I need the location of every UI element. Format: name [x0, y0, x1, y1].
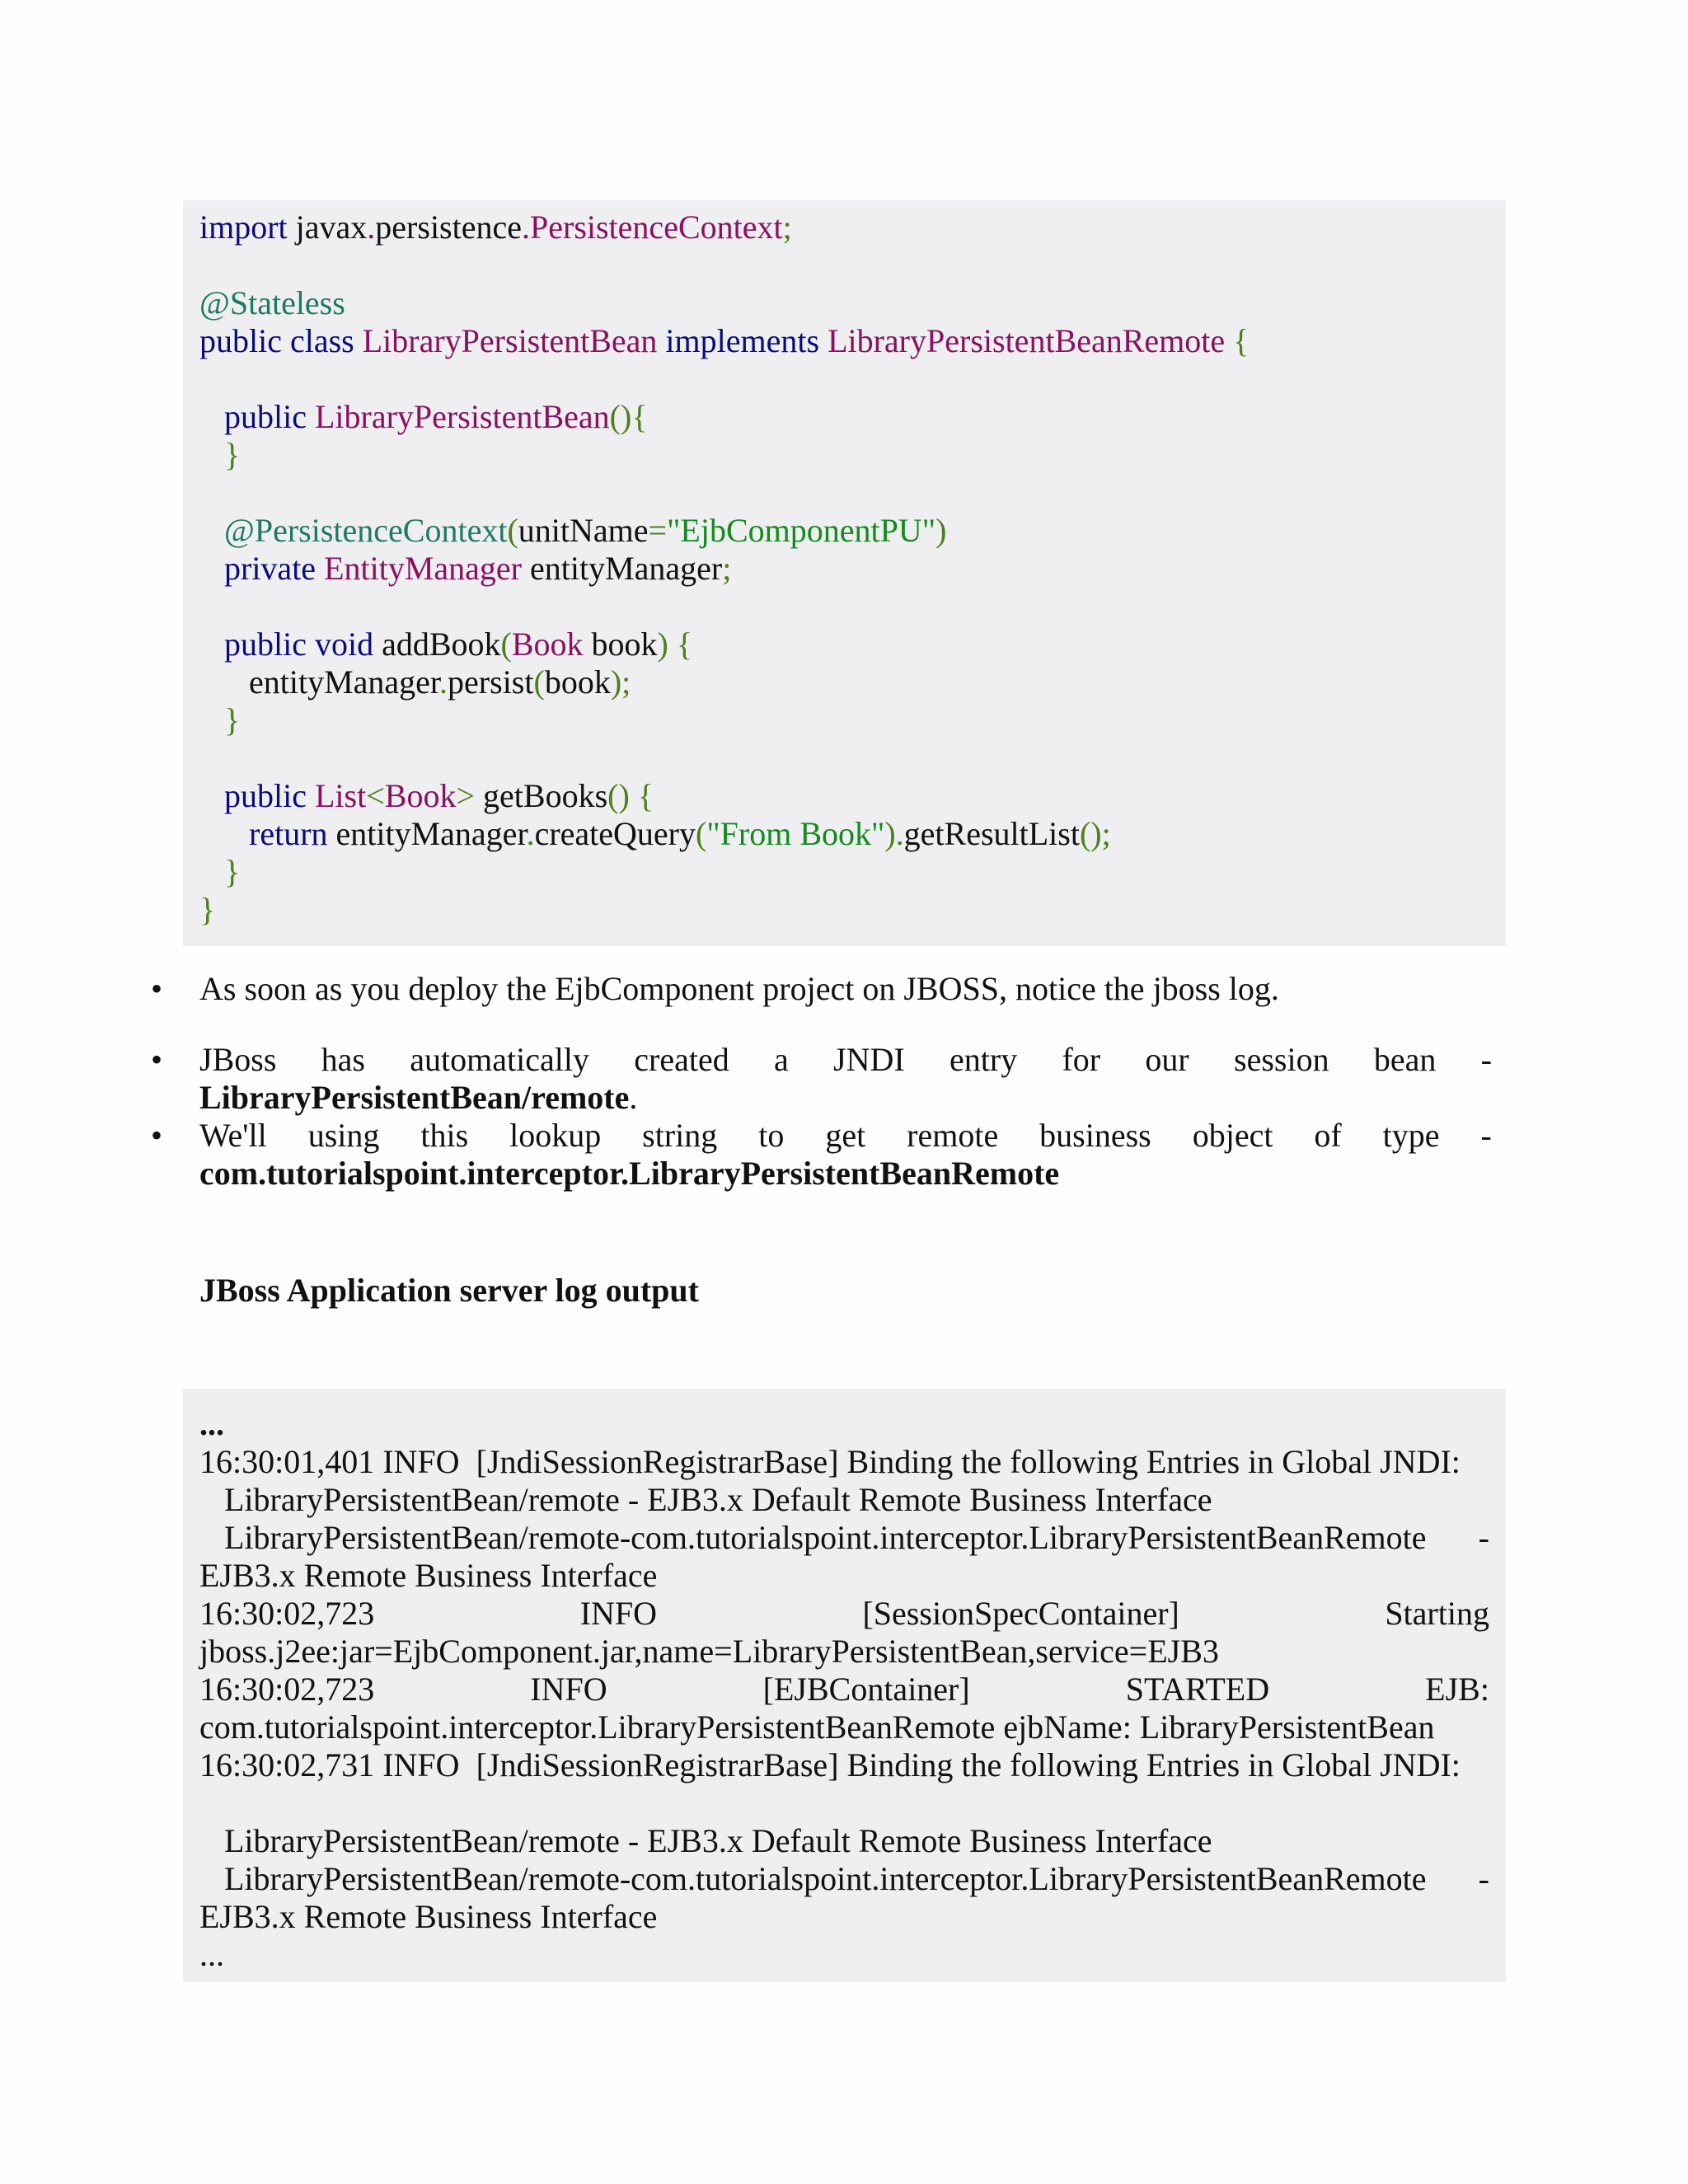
code-indent [199, 701, 224, 738]
log-token: [SessionSpecContainer] [862, 1595, 1179, 1632]
log-blank-line [199, 1784, 1489, 1822]
code-token: ) { [657, 626, 693, 663]
code-token: Book [511, 626, 584, 663]
code-token: ) [935, 512, 947, 549]
code-indent [199, 398, 224, 435]
code-line [199, 891, 1506, 929]
code-token: EntityManager [316, 550, 522, 587]
list-item [148, 1117, 1492, 1193]
code-blank-line [199, 588, 1506, 626]
code-token: return [249, 815, 328, 852]
log-line: 16:30:01,401 INFO [JndiSessionRegistrarBase] Binding the following Entries in Global JNDI: [199, 1443, 1461, 1480]
log-token: LibraryPersistentBean/remote-com.tutorialspoint.interceptor.LibraryPersistentBeanRemote [199, 1519, 1427, 1556]
code-token: public void [224, 626, 374, 663]
code-token: entityManager [327, 815, 527, 852]
code-indent [199, 550, 224, 587]
code-token: unitName [518, 512, 649, 549]
code-token: ). [884, 815, 904, 852]
list-item-word: We'll [199, 1117, 267, 1154]
code-line [199, 284, 1506, 322]
log-token: STARTED [1125, 1671, 1270, 1708]
code-token: ; [722, 550, 732, 587]
list-item-word: for [1062, 1041, 1101, 1078]
code-token: . [522, 209, 530, 246]
code-token: < [366, 777, 385, 814]
log-line: ... [199, 1405, 224, 1442]
code-blank-line [199, 246, 1506, 284]
code-line [199, 626, 1506, 663]
code-line [199, 398, 1506, 436]
log-token: LibraryPersistentBean/remote-com.tutorialspoint.interceptor.LibraryPersistentBeanRemote [199, 1860, 1427, 1897]
code-token: ( [695, 815, 707, 852]
log-token: [EJBContainer] [762, 1671, 970, 1708]
code-token: ( [533, 663, 545, 701]
list-item-word: automatically [410, 1041, 589, 1078]
log-line: com.tutorialspoint.interceptor.LibraryPersistentBeanRemote ejbName: LibraryPersistentBean [199, 1708, 1435, 1746]
code-token: @PersistenceContext [224, 512, 508, 549]
bullet-list [148, 970, 1492, 1193]
code-token: public [224, 777, 307, 814]
code-token: > [456, 777, 476, 814]
bullet-dot-icon: • [150, 1117, 162, 1154]
code-token: book [583, 626, 658, 663]
code-blank-line [199, 739, 1506, 777]
list-item-justified-line [199, 1041, 1492, 1079]
list-item-word: of [1314, 1117, 1342, 1154]
code-token: = [648, 512, 668, 549]
code-token: (); [1079, 815, 1111, 852]
code-token: ( [500, 626, 512, 663]
list-item-word: using [307, 1117, 380, 1154]
code-token: . [367, 209, 376, 246]
code-token: getResultList [903, 815, 1080, 852]
list-item-word: get [825, 1117, 866, 1154]
code-token: import [199, 209, 288, 246]
list-item [148, 1041, 1492, 1117]
code-token: LibraryPersistentBean [306, 398, 610, 435]
log-token: EJB: [1425, 1671, 1489, 1708]
list-item-word: entry [950, 1041, 1018, 1078]
list-item-word: bean [1373, 1041, 1437, 1078]
code-token: . [526, 815, 535, 852]
section-title: JBoss Application server log output [199, 1272, 699, 1309]
code-block [183, 200, 1506, 946]
list-item-word: JNDI [833, 1041, 905, 1078]
code-line [199, 663, 1506, 701]
code-indent [199, 853, 224, 890]
log-line: EJB3.x Remote Business Interface [199, 1898, 658, 1935]
list-item-word: this [420, 1117, 469, 1154]
list-item-word: to [758, 1117, 785, 1154]
code-token: addBook [373, 626, 501, 663]
code-indent [199, 436, 224, 473]
list-item-text: As soon as you deploy the EjbComponent project on JBOSS, notice the jboss log. [199, 970, 1279, 1007]
log-line: LibraryPersistentBean/remote - EJB3.x Default Remote Business Interface [199, 1481, 1212, 1518]
code-token: javax [287, 209, 368, 246]
code-token: (){ [609, 398, 648, 435]
code-blank-line [199, 360, 1506, 398]
log-line: LibraryPersistentBean/remote - EJB3.x Default Remote Business Interface [199, 1822, 1212, 1859]
list-item-word: created [634, 1041, 729, 1078]
log-line: ... [199, 1936, 224, 1973]
code-line [199, 322, 1506, 360]
code-indent [199, 663, 249, 701]
list-item-text: . [629, 1079, 638, 1116]
code-token: . [439, 663, 448, 701]
log-line: 16:30:02,731 INFO [JndiSessionRegistrarBase] Binding the following Entries in Global JNDI: [199, 1746, 1461, 1783]
code-token: persistence [375, 209, 522, 246]
list-item-word: lookup [509, 1117, 602, 1154]
bullet-dot-icon: • [150, 970, 162, 1007]
list-item-word: business [1039, 1117, 1151, 1154]
code-token: LibraryPersistentBeanRemote [819, 322, 1226, 359]
code-token: entityManager [521, 550, 723, 587]
code-token: private [224, 550, 316, 587]
log-output-block [183, 1389, 1506, 1982]
code-token: { [1225, 322, 1250, 359]
list-item-word: type [1382, 1117, 1440, 1154]
code-token: } [224, 436, 241, 473]
list-item-word: - [1480, 1041, 1492, 1078]
list-item-word: string [642, 1117, 718, 1154]
code-token: ( [507, 512, 518, 549]
code-token: } [224, 701, 241, 738]
log-token: - [1478, 1519, 1489, 1556]
code-line [199, 815, 1506, 853]
code-line [199, 853, 1506, 891]
code-token: Book [384, 777, 457, 814]
code-token: PersistenceContext [530, 209, 783, 246]
code-line [199, 777, 1506, 815]
code-indent [199, 626, 224, 663]
list-item-word: session [1234, 1041, 1329, 1078]
list-item [148, 970, 1492, 1008]
code-token: implements [657, 322, 820, 359]
list-item-word: - [1480, 1117, 1492, 1154]
code-token: public [224, 398, 307, 435]
list-item-word: remote [907, 1117, 999, 1154]
log-token: - [1478, 1860, 1489, 1897]
code-token: "From Book" [706, 815, 885, 852]
code-token: entityManager [249, 663, 440, 701]
code-token: } [199, 891, 216, 928]
code-token: "EjbComponentPU" [667, 512, 936, 549]
code-line [199, 436, 1506, 474]
code-token: LibraryPersistentBean [354, 322, 658, 359]
bullet-dot-icon: • [150, 1041, 162, 1078]
log-token: Starting [1385, 1595, 1489, 1632]
list-item-bold-text: LibraryPersistentBean/remote [199, 1079, 630, 1116]
list-item-word: a [774, 1041, 789, 1078]
code-token: book [544, 663, 611, 701]
code-line [199, 512, 1506, 550]
log-line [199, 1595, 1489, 1633]
log-line: jboss.j2ee:jar=EjbComponent.jar,name=LibraryPersistentBean,service=EJB3 [199, 1633, 1219, 1670]
code-token: public class [199, 322, 354, 359]
code-token: @Stateless [199, 284, 345, 321]
list-item-word: has [321, 1041, 365, 1078]
log-line [199, 1671, 1489, 1708]
code-token: List [306, 777, 367, 814]
code-line [199, 550, 1506, 588]
log-token: INFO [530, 1671, 607, 1708]
code-token: persist [448, 663, 534, 701]
code-token: createQuery [534, 815, 696, 852]
list-item-word: JBoss [199, 1041, 277, 1078]
list-item-bold-text: com.tutorialspoint.interceptor.LibraryPersistentBeanRemote [199, 1155, 1060, 1192]
log-line [199, 1519, 1489, 1557]
code-indent [199, 777, 224, 814]
log-line: EJB3.x Remote Business Interface [199, 1557, 658, 1594]
code-token: } [224, 853, 241, 890]
code-line [199, 701, 1506, 739]
code-blank-line [199, 474, 1506, 512]
log-token: 16:30:02,723 [199, 1671, 375, 1708]
log-token: INFO [579, 1595, 658, 1632]
code-token: ); [610, 663, 631, 701]
code-indent [199, 512, 224, 549]
log-line [199, 1860, 1489, 1898]
code-token: getBooks [475, 777, 608, 814]
list-item-word: our [1145, 1041, 1189, 1078]
code-token: ; [782, 209, 792, 246]
code-token: () { [607, 777, 654, 814]
code-indent [199, 815, 249, 852]
list-item-justified-line [199, 1117, 1492, 1155]
log-token: 16:30:02,723 [199, 1595, 375, 1632]
list-item-word: object [1192, 1117, 1273, 1154]
code-line [199, 209, 1506, 246]
